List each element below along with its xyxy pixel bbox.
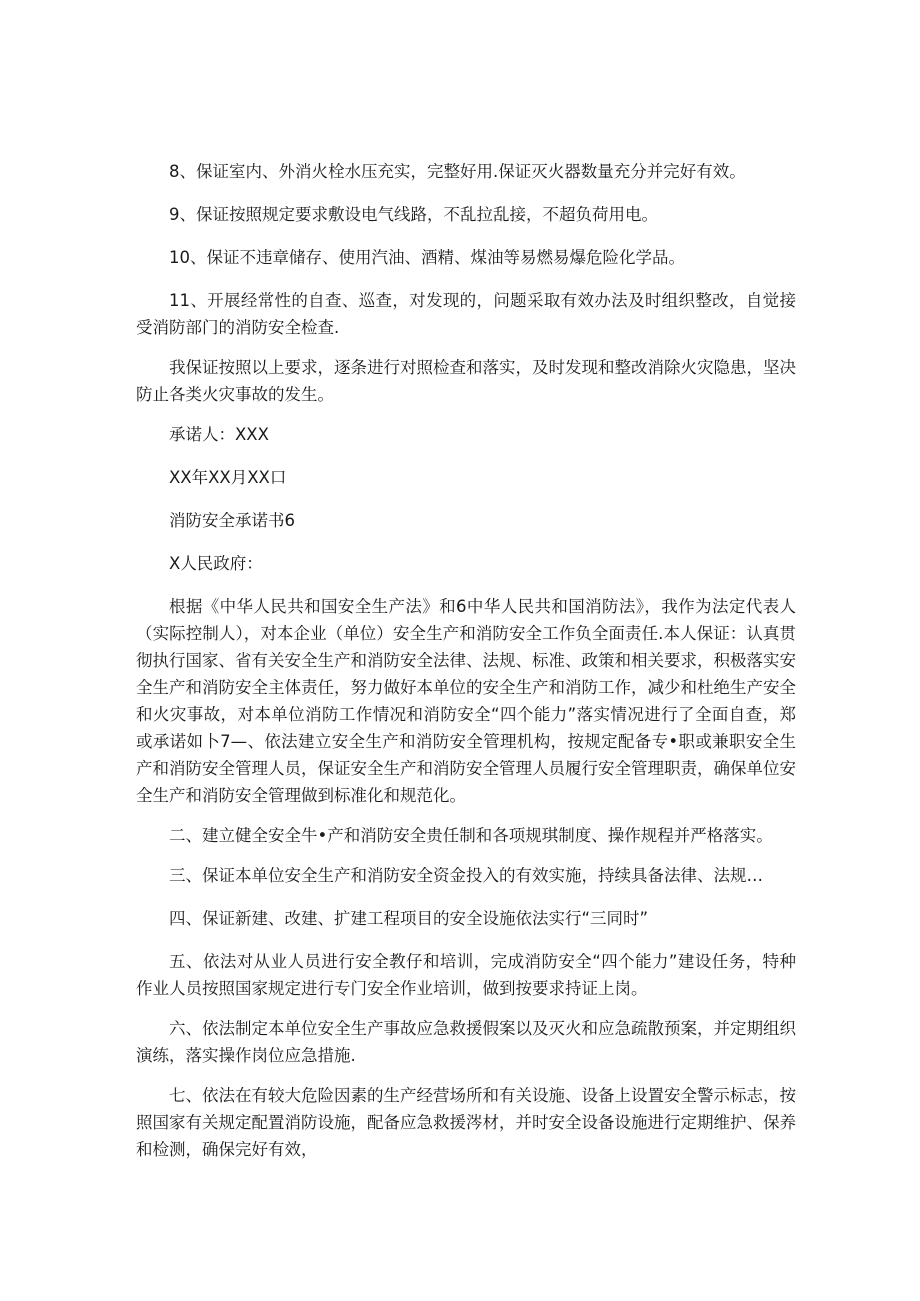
paragraph-item-7: 七、依法在有较大危险因素的生产经营场所和有关设施、设备上设置安全警示标志，按照国家有关规定配置消防设施，配备应急救援涔材，并时安全设备设施进行定期维护、保养和检测，确保完好有效， <box>136 1086 796 1159</box>
paragraph-item-3: 三、保证本单位安全生产和消防安全资金投入的有效实施，持续具备法律、法规… <box>169 866 763 885</box>
document-title: 消防安全承诺书6 <box>169 511 295 530</box>
paragraph-item-4: 四、保证新建、改建、扩建工程项目的安全设施依法实行“三同时” <box>169 909 649 928</box>
document-body <box>136 158 796 1176</box>
paragraph-item-9: 9、保证按照规定要求敷设电气线路，不乱拉乱接，不超负荷用电。 <box>169 205 658 224</box>
paragraph-guarantee: 我保证按照以上要求，逐条进行对照检查和落实，及时发现和整改消除火灾隐患，坚决防止各类火灾事故的发生。 <box>136 358 796 404</box>
paragraph-item-8: 8、保证室内、外消火栓水压充实，完整好用.保证灭火器数量充分并完好有效。 <box>169 162 746 181</box>
paragraph-main-commitment: 根据《中华人民共和国安全生产法》和6中华人民共和国消防法》，我作为法定代表人（实际控制人），对本企业（单位）安全生产和消防安全工作负全面责任.本人保证：认真贯彻执行国家、省有关安全生产和消防安全法律、法规、标准、政策和相关要求，积极落实安全生产和消防安全主体责任，努力做好本单位的安全生产和消防工作，减少和杜绝生产安全和火灾事故，对本单位消防工作情况和消防安全“四个能力”落实情况进行了全面自查，郑或承诺如卜7—、依法建立安全生产和消防安全管理机构，按规定配备专•职或兼职安全生产和消防安全管理人员，保证安全生产和消防安全管理人员履行安全管理职责，确保单位安全生产和消防安全管理做到标准化和规范化。 <box>136 597 796 805</box>
date-line: XX年XX月XX口 <box>169 468 287 487</box>
addressee-line: X人民政府： <box>169 554 263 573</box>
paragraph-item-11: 11、开展经常性的自查、巡查，对发现的，问题采取有效办法及时组织整改，自觉接受消防部门的消防安全检查. <box>136 291 796 337</box>
paragraph-item-6: 六、依法制定本单位安全生产事故应急救援假案以及灭火和应急疏散预案，并定期组织演练，落实操作岗位应急措施. <box>136 1019 796 1065</box>
paragraph-item-10: 10、保证不违章储存、使用汽油、酒精、煤油等易燃易爆危险化学品。 <box>169 248 685 267</box>
paragraph-item-5: 五、依法对从业人员进行安全教仔和培训，完成消防安全“四个能力”建设任务，特种作业人员按照国家规定进行专门安全作业培训，做到按要求持证上岗。 <box>136 952 796 998</box>
signatory-line: 承诺人：XXX <box>169 425 269 444</box>
paragraph-item-2: 二、建立健全安全牛•产和消防安全贵任制和各项规琪制度、操作规程并严格落实。 <box>169 826 773 845</box>
